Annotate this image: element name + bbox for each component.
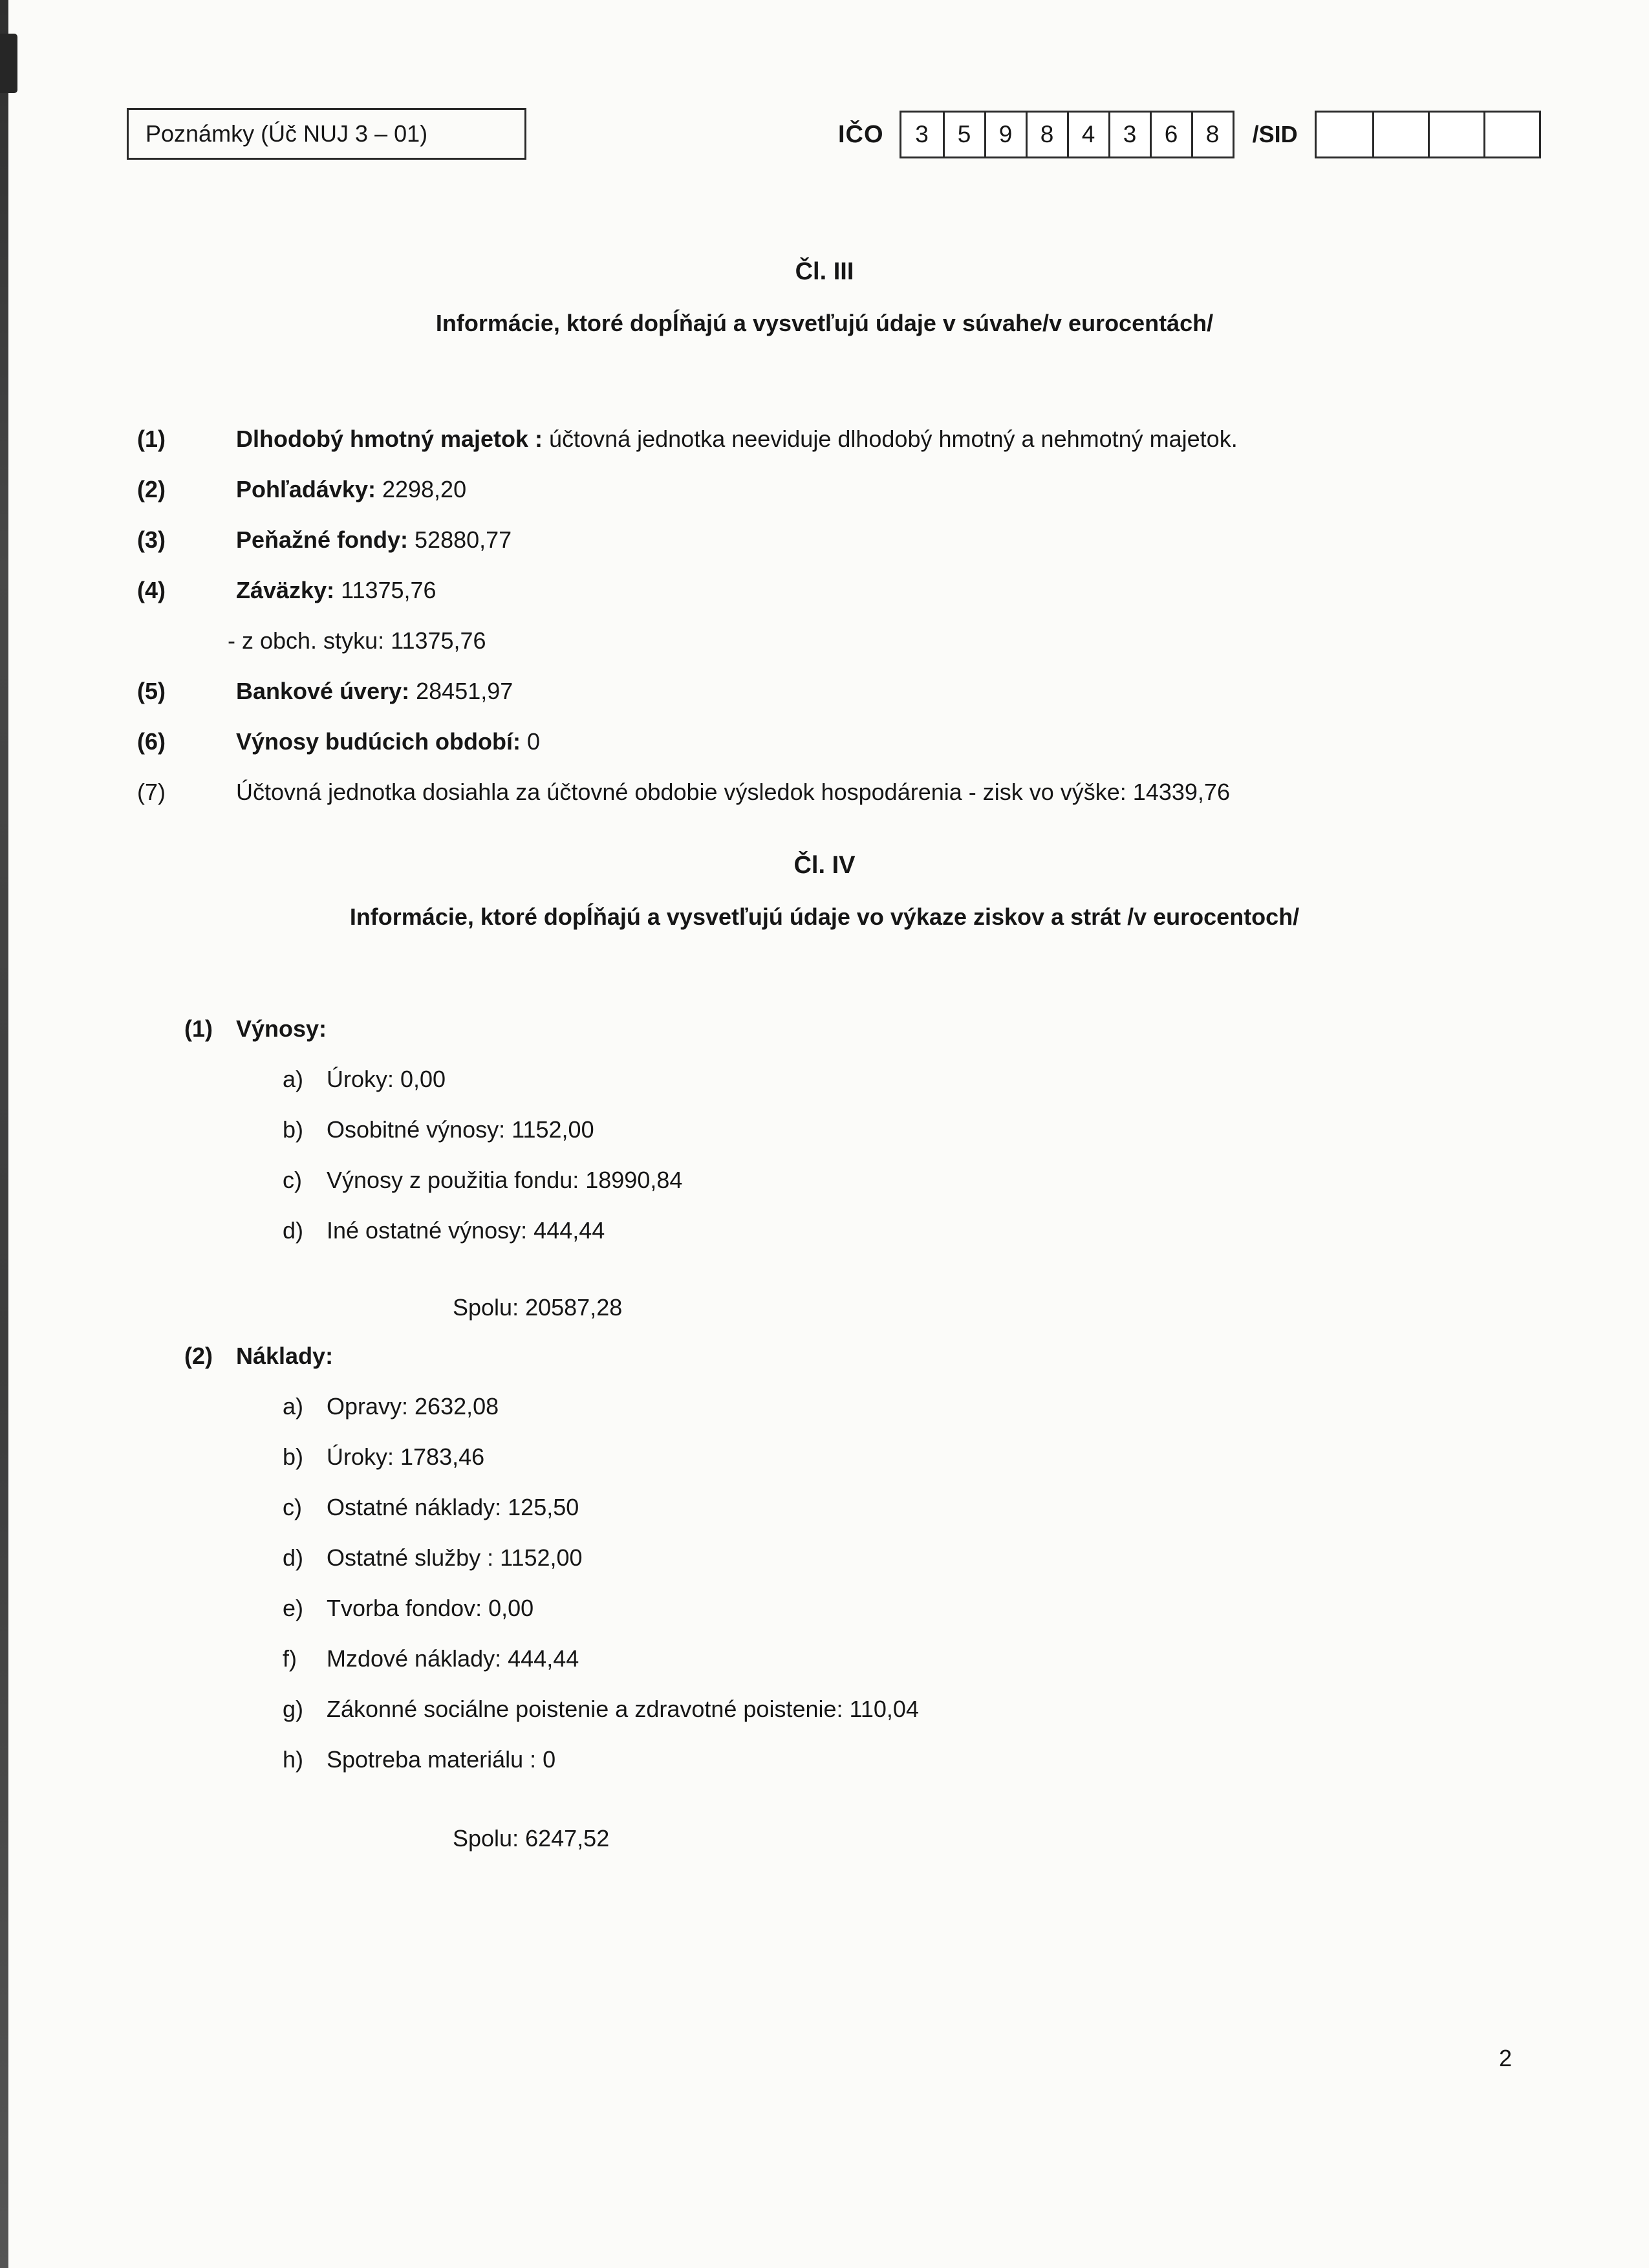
form-title-box — [127, 108, 526, 160]
item-text: Úroky: 1783,46 — [327, 1443, 485, 1470]
item-number: (7) — [137, 779, 166, 805]
item-letter: a) — [283, 1066, 304, 1092]
ico-digit-cell: 8 — [1191, 113, 1233, 157]
ico-digit-cell: 8 — [1026, 113, 1067, 157]
article-3-list — [0, 423, 1649, 808]
item-number: (2) — [137, 476, 166, 502]
ico-digit-grid — [900, 111, 1234, 158]
group-label: Výnosy: — [236, 1015, 327, 1042]
item-text: Pohľadávky: 2298,20 — [236, 476, 467, 502]
group-number: (2) — [184, 1343, 213, 1369]
article-3-subtitle: Informácie, ktoré dopĺňajú a vysvetľujú údaje v súvahe/v eurocentách/ — [435, 310, 1214, 336]
list-item — [0, 574, 1649, 606]
group-heading-revenues — [0, 1013, 1649, 1044]
item-letter: c) — [283, 1167, 302, 1193]
ico-sid-row — [838, 110, 1541, 159]
sid-cell-empty — [1372, 113, 1428, 157]
item-letter: e) — [283, 1595, 304, 1621]
list-item — [0, 1592, 1649, 1624]
item-text: Ostatné náklady: 125,50 — [327, 1494, 579, 1520]
item-text: Záväzky: 11375,76 — [236, 577, 436, 603]
item-letter: b) — [283, 1443, 304, 1470]
list-item — [0, 1643, 1649, 1674]
item-number: (5) — [137, 678, 166, 704]
item-letter: h) — [283, 1746, 304, 1773]
form-title: Poznámky (Úč NUJ 3 – 01) — [146, 120, 428, 147]
item-text: Bankové úvery: 28451,97 — [236, 678, 513, 704]
item-text: Opravy: 2632,08 — [327, 1393, 499, 1420]
item-number: (1) — [137, 426, 166, 452]
ico-digit-cell: 5 — [943, 113, 984, 157]
list-item — [0, 1390, 1649, 1422]
article-4-list — [0, 1013, 1649, 1854]
sid-label: /SID — [1252, 121, 1298, 147]
item-text: Zákonné sociálne poistenie a zdravotné poistenie: 110,04 — [327, 1696, 919, 1722]
sid-cell-empty — [1317, 113, 1372, 157]
list-item — [0, 1063, 1649, 1095]
item-number: (3) — [137, 526, 166, 553]
list-item — [0, 1114, 1649, 1145]
list-item — [0, 1441, 1649, 1473]
item-letter: f) — [283, 1645, 297, 1672]
item-text: Výnosy z použitia fondu: 18990,84 — [327, 1167, 683, 1193]
item-number: (6) — [137, 728, 166, 755]
item-text: - z obch. styku: 11375,76 — [228, 627, 486, 654]
item-text: Osobitné výnosy: 1152,00 — [327, 1116, 594, 1143]
group-number: (1) — [184, 1015, 213, 1042]
item-text: Výnosy budúcich období: 0 — [236, 728, 541, 755]
article-4-subtitle: Informácie, ktoré dopĺňajú a vysvetľujú údaje vo výkaze ziskov a strát /v eurocentoch/ — [349, 903, 1300, 930]
item-text: Ostatné služby : 1152,00 — [327, 1544, 583, 1571]
list-item — [0, 1215, 1649, 1246]
ico-digit-cell: 3 — [1108, 113, 1150, 157]
sid-cell-empty — [1483, 113, 1539, 157]
item-number: (4) — [137, 577, 166, 603]
ico-digit-cell: 3 — [915, 121, 929, 147]
item-letter: a) — [283, 1393, 304, 1420]
revenues-total: Spolu: 20587,28 — [453, 1294, 623, 1321]
scan-blotch-artifact — [0, 34, 17, 93]
item-text: Tvorba fondov: 0,00 — [327, 1595, 534, 1621]
ico-label: IČO — [838, 120, 884, 148]
article-4-title: Čl. IV — [793, 852, 856, 879]
list-subitem — [0, 625, 1649, 656]
item-letter: g) — [283, 1696, 304, 1722]
expenses-total: Spolu: 6247,52 — [453, 1825, 610, 1852]
item-letter: c) — [283, 1494, 302, 1520]
article-3-title: Čl. III — [795, 258, 854, 285]
item-text: Peňažné fondy: 52880,77 — [236, 526, 512, 553]
item-text: Mzdové náklady: 444,44 — [327, 1645, 579, 1672]
page-number: 2 — [1499, 2045, 1513, 2071]
group-heading-expenses — [0, 1340, 1649, 1372]
list-item — [0, 1164, 1649, 1196]
document-body — [0, 257, 1649, 1854]
item-letter: b) — [283, 1116, 304, 1143]
item-text: Účtovná jednotka dosiahla za účtovné obdobie výsledok hospodárenia - zisk vo výške: 14339,76 — [236, 779, 1230, 805]
list-item — [0, 1693, 1649, 1725]
list-item — [0, 1744, 1649, 1775]
list-item — [0, 473, 1649, 505]
list-item — [0, 1491, 1649, 1523]
item-text: Spotreba materiálu : 0 — [327, 1746, 556, 1773]
item-letter: d) — [283, 1544, 304, 1571]
ico-digit-cell: 9 — [984, 113, 1026, 157]
ico-digit-cell: 6 — [1150, 113, 1191, 157]
list-item — [0, 776, 1649, 808]
list-item — [0, 524, 1649, 556]
sid-cell-empty — [1428, 113, 1483, 157]
group-label: Náklady: — [236, 1343, 334, 1369]
item-text: Úroky: 0,00 — [327, 1066, 446, 1092]
list-item — [0, 423, 1649, 455]
sid-cell-grid — [1315, 111, 1541, 158]
list-item — [0, 726, 1649, 757]
item-text: Iné ostatné výnosy: 444,44 — [327, 1217, 605, 1244]
item-text: Dlhodobý hmotný majetok : účtovná jednotka neeviduje dlhodobý hmotný a nehmotný majetok. — [236, 426, 1238, 452]
list-item — [0, 1542, 1649, 1573]
item-letter: d) — [283, 1217, 304, 1244]
list-item — [0, 675, 1649, 707]
ico-digit-cell: 4 — [1067, 113, 1108, 157]
